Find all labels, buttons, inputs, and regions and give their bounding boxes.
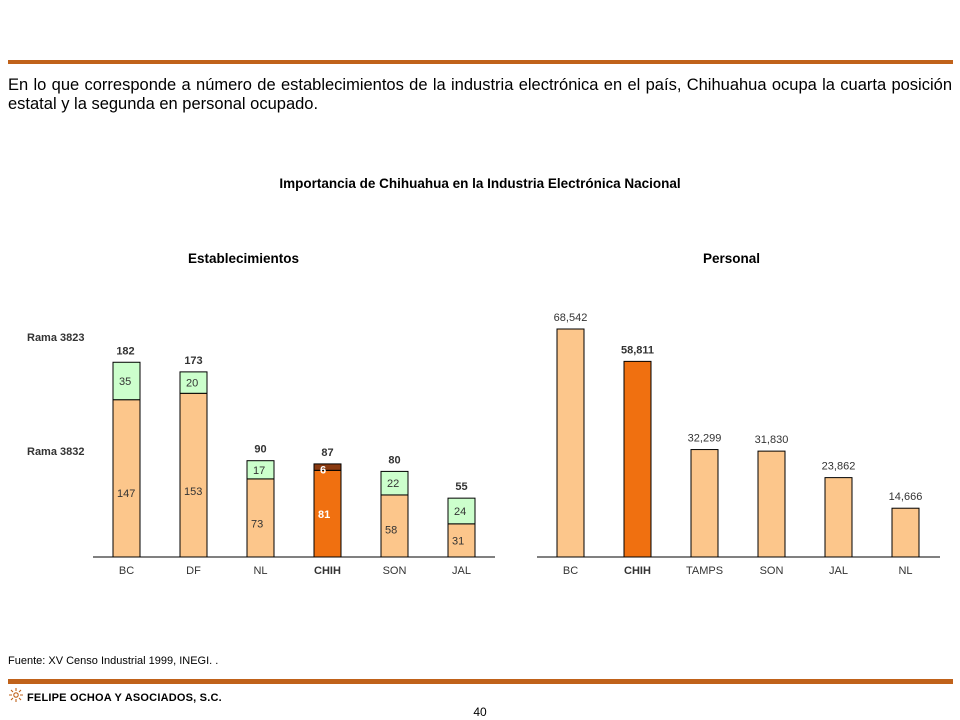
category-label-personal-tamps: TAMPS	[685, 565, 724, 577]
category-label-df: DF	[186, 565, 201, 577]
value-label-son: 31,830	[754, 434, 789, 447]
total-label-chih: 87	[321, 446, 334, 459]
total-label-bc: 182	[116, 345, 135, 358]
bar-personal-tamps	[691, 450, 718, 557]
intro-paragraph: En lo que corresponde a número de establecimientos de la industria electrónica en el país, Chihuahua ocupa la cuarta posición estatal y la segunda en personal ocupado.	[8, 76, 952, 113]
segment-label-rama-3832-nl: 73	[251, 518, 264, 531]
bar-personal-son	[758, 451, 785, 557]
segment-label-rama-3823-jal: 24	[454, 505, 467, 518]
segment-label-rama-3832-jal: 31	[452, 535, 465, 548]
category-label-personal-son: SON	[759, 565, 784, 577]
value-label-tamps: 32,299	[687, 432, 722, 445]
segment-label-rama-3832-son: 58	[385, 524, 398, 537]
segment-label-rama-3832-df: 153	[184, 485, 203, 498]
category-label-son: SON	[382, 565, 407, 577]
series-label-rama-3823: Rama 3823	[27, 332, 85, 344]
segment-label-rama-3823-df: 20	[186, 377, 199, 390]
category-label-personal-jal: JAL	[829, 565, 848, 577]
bar-personal-nl	[892, 508, 919, 557]
category-label-personal-bc: BC	[562, 565, 579, 577]
value-label-bc: 68,542	[553, 312, 588, 324]
segment-label-rama-3823-bc: 35	[119, 375, 132, 388]
company-name: FELIPE OCHOA Y ASOCIADOS, S.C.	[27, 692, 222, 704]
total-label-df: 173	[184, 354, 203, 367]
personal-chart-title: Personal	[703, 251, 761, 266]
category-label-jal: JAL	[452, 565, 471, 577]
segment-label-rama-3832-chih: 81	[318, 508, 331, 521]
bar-rama-3823-chih	[314, 464, 341, 470]
main-chart-title: Importancia de Chihuahua en la Industria Electrónica Nacional	[279, 176, 681, 191]
segment-label-rama-3823-son: 22	[387, 478, 400, 491]
category-label-personal-nl: NL	[898, 565, 913, 577]
category-label-nl: NL	[253, 565, 268, 577]
value-label-nl: 14,666	[888, 491, 923, 504]
total-label-nl: 90	[254, 443, 267, 456]
source-note: Fuente: XV Censo Industrial 1999, INEGI. .	[8, 655, 219, 667]
establecimientos-chart	[27, 332, 495, 577]
total-label-son: 80	[388, 454, 401, 467]
value-label-jal: 23,862	[821, 460, 856, 473]
series-label-rama-3832: Rama 3832	[27, 446, 85, 458]
category-label-chih: CHIH	[314, 565, 341, 577]
segment-label-rama-3823-nl: 17	[253, 464, 266, 477]
bar-rama-3832-bc	[113, 400, 140, 557]
personal-chart	[537, 312, 940, 577]
segment-label-rama-3832-bc: 147	[117, 488, 136, 501]
total-label-jal: 55	[455, 481, 468, 494]
bar-rama-3832-df	[180, 393, 207, 557]
category-label-bc: BC	[118, 565, 135, 577]
page-number: 40	[473, 705, 487, 719]
bar-personal-jal	[825, 478, 852, 557]
bar-personal-bc	[557, 329, 584, 557]
segment-label-rama-3823-chih: 6	[320, 464, 327, 477]
value-label-chih: 58,811	[620, 344, 655, 357]
establecimientos-chart-title: Establecimientos	[188, 251, 300, 266]
category-label-personal-chih: CHIH	[624, 565, 651, 577]
bottom-rule	[8, 679, 953, 684]
company-logo-icon	[8, 687, 24, 703]
bar-personal-chih	[624, 361, 651, 557]
